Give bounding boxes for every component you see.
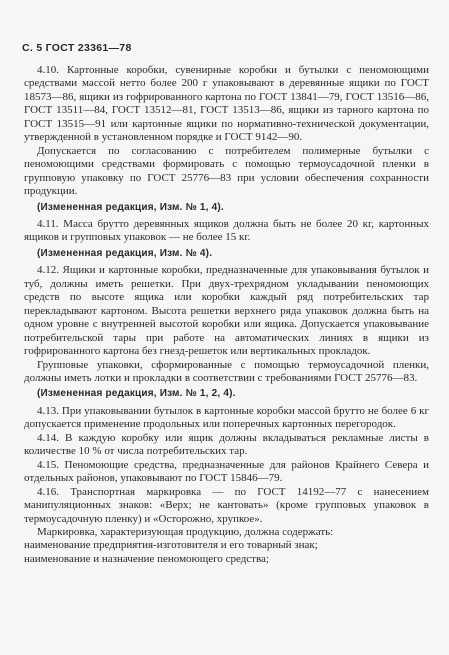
marking-item: наименование предприятия-изготовителя и его товарный знак; [24, 539, 318, 552]
paragraph-4-13: 4.13. При упаковывании бутылок в картонные коробки массой брутто не более 6 кг допускается применение продольных или поперечных картонных перегородок. [24, 404, 429, 431]
paragraph-4-15: 4.15. Пеномоющие средства, предназначенные для районов Крайнего Севера и отдельных районов, упаковывают по ГОСТ 15846—79. [24, 458, 429, 485]
paragraph-group-packaging: Групповые упаковки, сформированные с помощью термоусадочной пленки, должны иметь лотки и прокладки в соответствии с требованиями ГОСТ 25776—83. [24, 358, 429, 384]
page-header: С. 5 ГОСТ 23361—78 [22, 42, 132, 54]
amendment-note: (Измененная редакция, Изм. № 4). [37, 247, 213, 259]
paragraph-4-14: 4.14. В каждую коробку или ящик должны вкладываться рекламные листы в количестве 10 % от числа потребительских тар. [24, 431, 429, 458]
marking-list [24, 526, 429, 566]
paragraph-4-16: 4.16. Транспортная маркировка — по ГОСТ 14192—77 с нанесением манипуляционных знаков: «Верх; не кантовать» (кроме групповых упаковок в термоусадочную пленку) и «Осторожно, хрупкое». [24, 485, 429, 525]
paragraph-4-12: 4.12. Ящики и картонные коробки, предназначенные для упаковывания бутылок и туб, должны иметь решетки. При двух-трехрядном укладывании пеномоющих средств по высоте ящика или коробки каждый ряд потребительских тар перекладывают картоном. Высота решетки верхнего ряда упаковок должна быть на одном уровне с внутренней высотой коробки или ящика. Допускается упаковывание потребительской тары при работе на автоматических линиях в ящики из гофрированного картона без гнезд-решеток или вертикальных прокладок. [24, 264, 429, 358]
paragraph-4-10: 4.10. Картонные коробки, сувенирные коробки и бутылки с пеномоющими средствами массой нетто более 200 г упаковывают в деревянные ящики по ГОСТ 18573—86, ящики из гофрированного картона по ГОСТ 13841—79, ГОСТ 13516—86, ГОСТ 13511—84, ГОСТ 13512—81, ГОСТ 13513—86, ящики из тарного картона по ГОСТ 13515—91 или картонные ящики по нормативно-технической документации, утвержденной в установленном порядке и ГОСТ 9142—90. [24, 64, 429, 144]
document-body [24, 64, 429, 566]
paragraph-4-11: 4.11. Масса брутто деревянных ящиков должна быть не более 20 кг, картонных ящиков и групповых упаковок — не более 15 кг. [24, 217, 429, 244]
marking-intro: Маркировка, характеризующая продукцию, должна содержать: [37, 525, 334, 538]
paragraph-polymer-bottles: Допускается по согласованию с потребителем полимерные бутылки с пеномоющими средствами формировать с помощью термоусадочной пленки в групповую упаковку по ГОСТ 25776—83 при условии обеспечения сохранности продукции. [24, 144, 429, 198]
amendment-note: (Измененная редакция, Изм. № 1, 4). [37, 201, 224, 213]
marking-item: наименование и назначение пеномоющего средства; [24, 552, 269, 565]
amendment-note: (Измененная редакция, Изм. № 1, 2, 4). [37, 388, 236, 400]
